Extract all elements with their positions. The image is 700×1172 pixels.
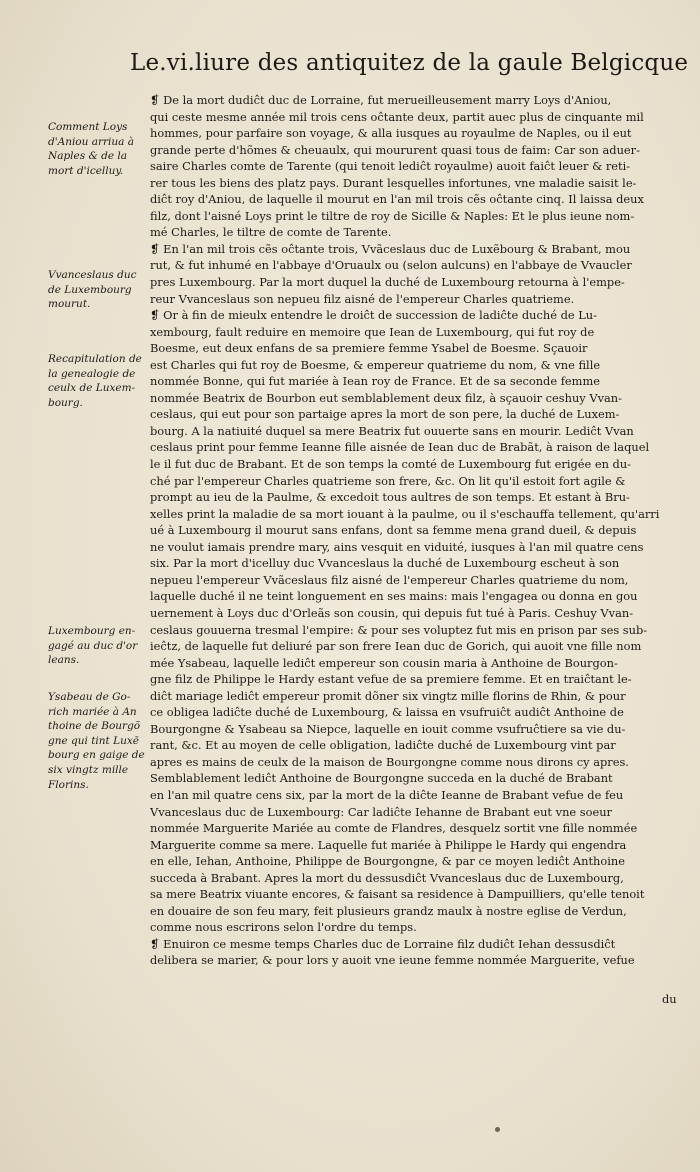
body-line: reur Vvanceslaus son nepueu filz aisné de l'empereur Charles quatrieme. [150, 291, 575, 306]
body-line: filz, dont l'aisné Loys print le tiltre de roy de Sicille & Naples: Et le plus ieune nom- [150, 208, 635, 223]
body-line: mée Ysabeau, laquelle lediĉt empereur son cousin maria à Anthoine de Bourgon- [150, 655, 618, 670]
body-line: le il fut duc de Brabant. Et de son temps la comté de Luxembourg fut erigée en du- [150, 457, 632, 472]
body-line: bourg. A la natiuité duquel sa mere Beatrix fut ouuerte sans en mourir. Lediĉt Vvan [150, 423, 634, 438]
body-line: rant, &c. Et au moyen de celle obligation, ladiĉte duché de Luxembourg vint par [150, 738, 616, 753]
body-line: sa mere Beatrix viuante encores, & faisant sa residence à Dampuilliers, qu'elle tenoit [150, 887, 645, 902]
body-line: ceslaus, qui eut pour son partaige apres la mort de son pere, la duché de Luxem- [150, 407, 620, 422]
body-line: apres es mains de ceulx de la maison de Bourgongne comme nous dirons cy apres. [150, 754, 629, 769]
ink-dot [495, 1127, 500, 1132]
body-line: en elle, Iehan, Anthoine, Philippe de Bourgongne, & par ce moyen lediĉt Anthoine [150, 854, 625, 869]
body-line: hommes, pour parfaire son voyage, & alla iusques au royaulme de Naples, ou il eut [150, 126, 632, 141]
body-line: Bourgongne & Ysabeau sa Niepce, laquelle en iouit comme vsufruĉtiere sa vie du- [150, 721, 626, 736]
body-line: ce obligea ladiĉte duché de Luxembourg, & laissa en vsufruiĉt audiĉt Anthoine de [150, 705, 624, 720]
body-line: ceslaus gouuerna tresmal l'empire: & pour ses voluptez fut mis en prison par ses sub- [150, 622, 648, 637]
margin-note-ysabeau: Ysabeau de Go- rich mariée à An thoine de Bourgõ gne qui tint Luxē bourg en gaige de six vingtz mille Florins. [48, 691, 145, 791]
body-line: diĉt roy d'Aniou, de laquelle il mourut en l'an mil trois cẽs oĉtante cinq. Il laissa deux [150, 192, 644, 207]
body-line: xembourg, fault reduire en memoire que Iean de Luxembourg, qui fut roy de [150, 324, 595, 339]
body-line: prompt au ieu de la Paulme, & excedoit tous aultres de son temps. Et estant à Bru- [150, 490, 630, 505]
body-line: ceslaus print pour femme Ieanne fille aisnée de Iean duc de Brabãt, à raison de laquel [150, 440, 650, 455]
body-line: Marguerite comme sa mere. Laquelle fut mariée à Philippe le Hardy qui engendra [150, 837, 627, 852]
body-line: rer tous les biens des platz pays. Durant lesquelles infortunes, vne maladie saisit le- [150, 175, 637, 190]
body-line: ne voulut iamais prendre mary, ains vesquit en viduité, iusques à l'an mil quatre cens [150, 539, 644, 554]
body-line: succeda à Brabant. Apres la mort du dessusdiĉt Vvanceslaus duc de Luxembourg, [150, 870, 624, 885]
body-line: ❡ Or à fin de mieulx entendre le droiĉt de succession de ladiĉte duché de Lu- [150, 308, 597, 323]
body-line: pres Luxembourg. Par la mort duquel la duché de Luxembourg retourna à l'empe- [150, 275, 625, 290]
body-line: nommée Bonne, qui fut mariée à Iean roy de France. Et de sa seconde femme [150, 374, 600, 389]
margin-note-naples: Comment Loys d'Aniou arriua à Naples & de la mort d'icelluy. [48, 121, 135, 177]
margin-note-genealogie: Recapitulation de la genealogie de ceulx de Luxem- bourg. [48, 353, 142, 409]
body-line: rut, & fut inhumé en l'abbaye d'Oruaulx ou (selon aulcuns) en l'abbaye de Vvaucler [150, 258, 632, 273]
body-line: saire Charles comte de Tarente (qui tenoit lediĉt royaulme) auoit faiĉt leuer & reti- [150, 159, 631, 174]
body-line: delibera se marier, & pour lors y auoit vne ieune femme nommée Marguerite, vefue [150, 953, 635, 968]
body-line: uernement à Loys duc d'Orleãs son cousin, qui depuis fut tué à Paris. Ceshuy Vvan- [150, 605, 634, 620]
body-line: ieĉtz, de laquelle fut deliuré par son frere Iean duc de Gorich, qui auoit vne fille nom [150, 639, 642, 654]
body-line: mé Charles, le tiltre de comte de Tarente. [150, 225, 392, 240]
catchword: du [662, 992, 677, 1006]
running-title: Le.vi.liure des antiquitez de la gaule Belgicque [130, 50, 689, 76]
body-line: nepueu l'empereur Vvãceslaus filz aisné de l'empereur Charles quatrieme du nom, [150, 572, 629, 587]
body-line: ché par l'empereur Charles quatrieme son frere, &c. On lit qu'il estoit fort agile & [150, 473, 626, 488]
body-line: nommée Marguerite Mariée au comte de Flandres, desquelz sortit vne fille nommée [150, 821, 638, 836]
body-line: comme nous escrirons selon l'ordre du temps. [150, 920, 417, 935]
body-line: Semblablement lediĉt Anthoine de Bourgongne succeda en la duché de Brabant [150, 771, 613, 786]
body-line: ❡ En l'an mil trois cẽs oĉtante trois, Vvãceslaus duc de Luxẽbourg & Brabant, mou [150, 241, 631, 256]
body-text [150, 92, 670, 969]
body-line: en douaire de son feu mary, feit plusieurs grandz maulx à nostre eglise de Verdun, [150, 903, 627, 918]
body-line: qui ceste mesme année mil trois cens oĉtante deux, partit auec plus de cinquante mil [150, 109, 644, 124]
body-line: nommée Beatrix de Bourbon eut semblablement deux filz, à sçauoir ceshuy Vvan- [150, 390, 622, 405]
body-line: six. Par la mort d'icelluy duc Vvanceslaus la duché de Luxembourg escheut à son [150, 556, 620, 571]
margin-note-engage: Luxembourg en- gagé au duc d'or leans. [48, 625, 138, 667]
body-line: ❡ Enuiron ce mesme temps Charles duc de Lorraine filz dudiĉt Iehan dessusdiĉt [150, 936, 616, 951]
body-line: xelles print la maladie de sa mort iouant à la paulme, ou il s'eschauffa tellement, qu'arri [150, 506, 660, 521]
body-line: gne filz de Philippe le Hardy estant vefue de sa premiere femme. Et en traiĉtant le- [150, 672, 632, 687]
body-line: diĉt mariage lediĉt empereur promit dõner six vingtz mille florins de Rhin, & pour [150, 688, 626, 703]
body-line: grande perte d'hõmes & cheuaulx, qui moururent quasi tous de faim: Car son aduer- [150, 142, 640, 157]
body-line: laquelle duché il ne teint longuement en ses mains: mais l'engagea ou donna en gou [150, 589, 638, 604]
body-line: ué à Luxembourg il mourut sans enfans, dont sa femme mena grand dueil, & depuis [150, 523, 637, 538]
body-line: Vvanceslaus duc de Luxembourg: Car ladiĉte Iehanne de Brabant eut vne soeur [150, 804, 612, 819]
body-line: en l'an mil quatre cens six, par la mort de la diĉte Ieanne de Brabant vefue de feu [150, 787, 624, 802]
margin-note-vvanceslaus: Vvanceslaus duc de Luxembourg mourut. [48, 269, 137, 311]
body-line: ❡ De la mort dudiĉt duc de Lorraine, fut merueilleusement marry Loys d'Aniou, [150, 93, 612, 107]
body-line: Boesme, eut deux enfans de sa premiere femme Ysabel de Boesme. Sçauoir [150, 341, 588, 356]
body-line: est Charles qui fut roy de Boesme, & empereur quatrieme du nom, & vne fille [150, 357, 601, 372]
